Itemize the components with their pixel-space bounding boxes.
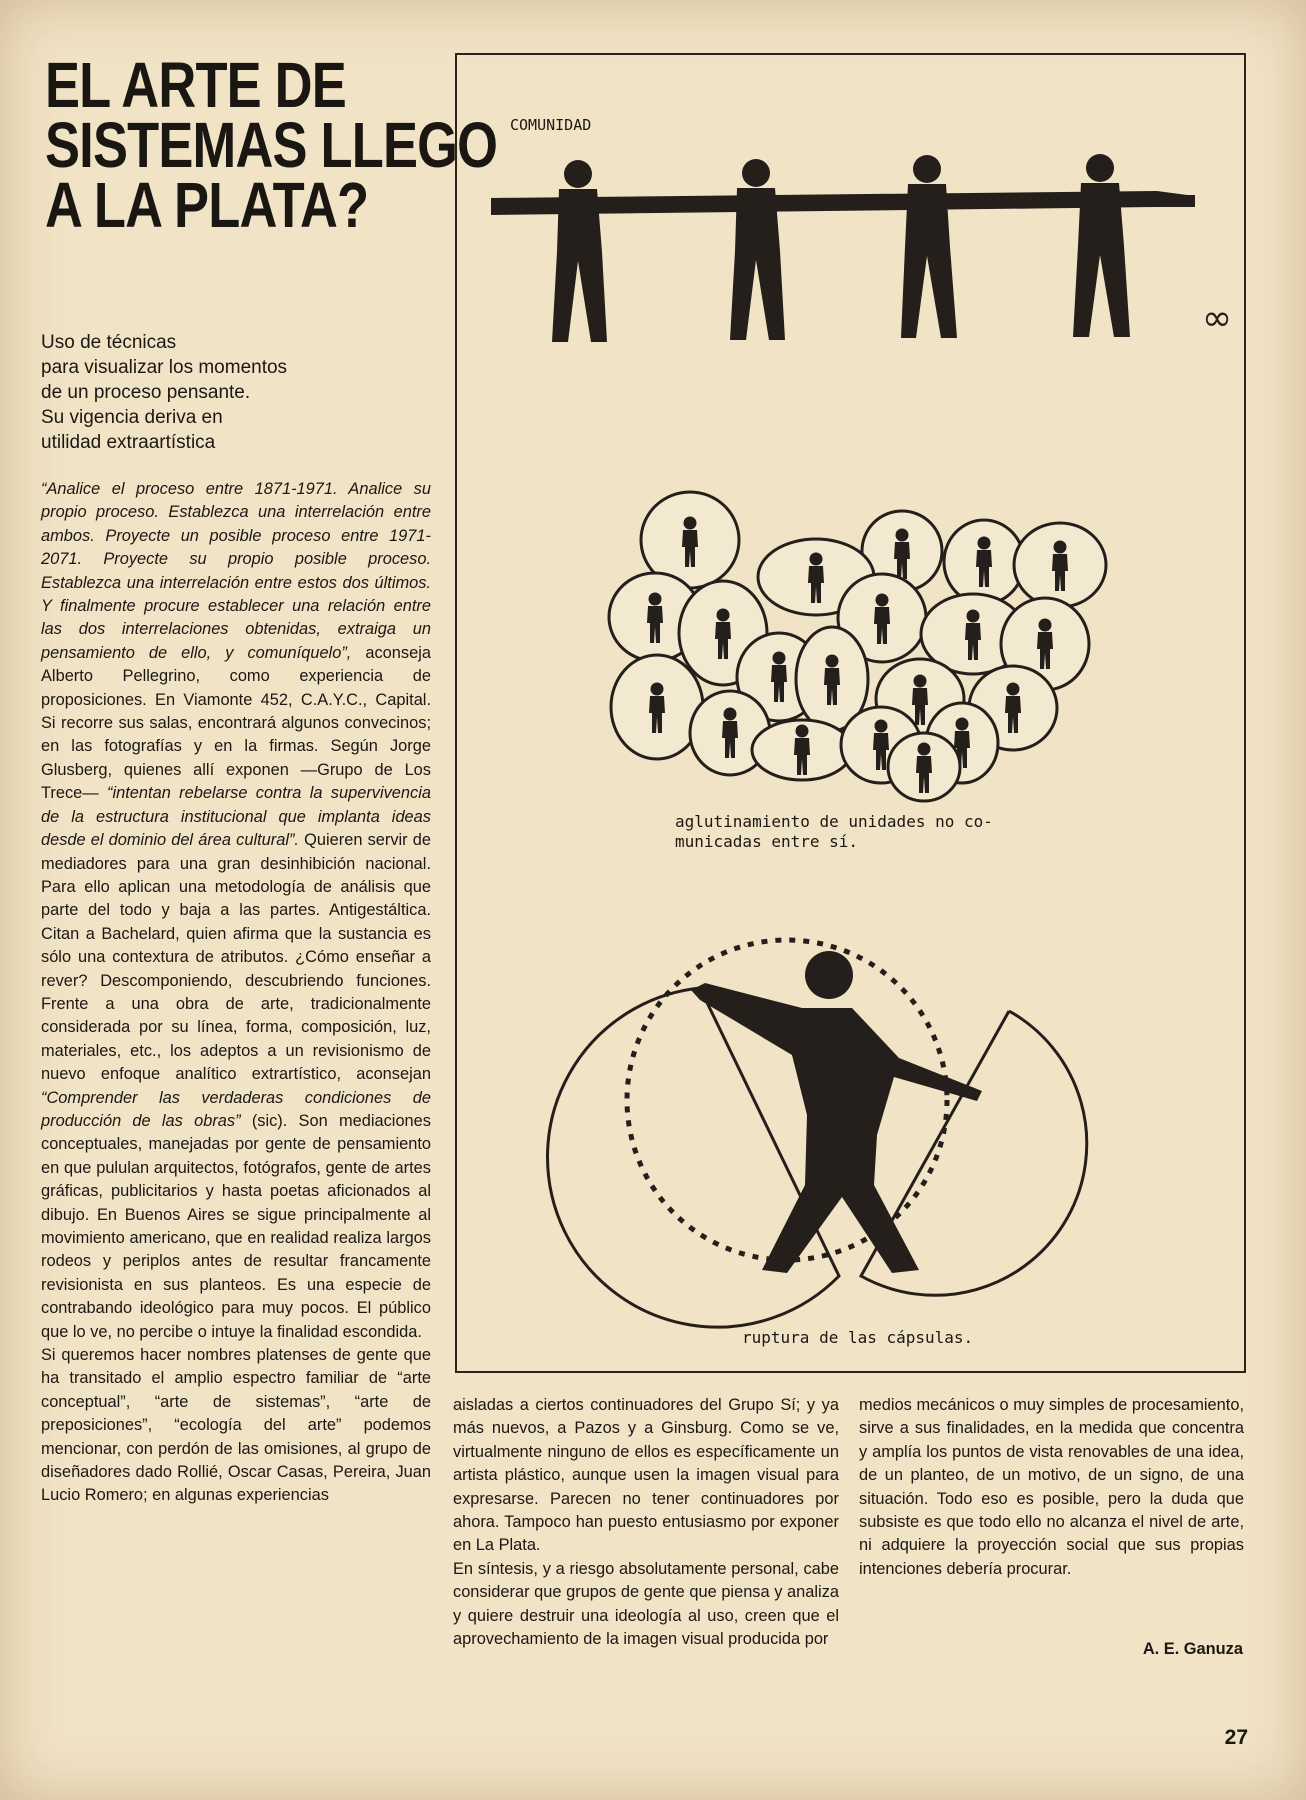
- article-column-2: [453, 1394, 839, 1651]
- headline-line-3: A LA PLATA?: [45, 169, 369, 241]
- subtitle-line-1: Uso de técnicas: [41, 332, 177, 353]
- capsule-cluster: [609, 492, 1106, 801]
- capsule: [1014, 523, 1106, 607]
- page-number: 27: [1224, 1726, 1248, 1749]
- paragraph-1-body-c: (sic). Son mediaciones conceptuales, manejadas por gente de pensamiento en que pululan arquitectos, fotógrafos, gente de artes gráficas, publicitarios y hasta poetas aficionados al dibujo. En Buenos Aires se sigue principalmente al movimiento americano, que en realidad realiza largos rodeos y periplos antes de resultar francamente revisionista en sus planteos. Es una especie de contrabando ideológico para muy pocos. El público que lo ve, no percibe o intuye la finalidad escondida.: [41, 1111, 431, 1341]
- caption-ruptura: ruptura de las cápsulas.: [742, 1328, 974, 1347]
- label-comunidad: COMUNIDAD: [510, 116, 592, 134]
- illustration: [457, 55, 1244, 1371]
- infinity-symbol: ∞: [1202, 298, 1232, 339]
- quote-comprender: “Comprender las verdaderas condiciones de producción de las obras”: [41, 1088, 431, 1130]
- subtitle-line-3: de un proceso pensante.: [41, 382, 251, 403]
- paragraph-1-body-b: Quieren servir de mediadores para una gran desinhibición nacional. Para ello aplican una metodología de análisis que parte del todo y baja a las partes. Antigestáltica. Citan a Bachelard, quien afirma que la sustancia es sólo una contextura de atributos. ¿Cómo enseñar a rever? Descomponiendo, descubriendo funciones. Frente a una obra de arte, tradicionalmente considerada por su línea, forma, composición, luz, materiales, etc., los adeptos a un revisionismo de nuevo enfoque analítico extrartístico, aconsejan: [41, 831, 431, 1084]
- paragraph-3: aisladas a ciertos continuadores del Grupo Sí; y ya más nuevos, a Pazos y a Ginsburg. Como se ve, virtualmente ninguno de ellos es específicamente un artista plástico, aunque usen la imagen visual para expresarse. Parecen no tener continuadores por ahora. Tampoco han puesto entusiasmo por exponer en La Plata.: [453, 1396, 839, 1555]
- breaking-figure: [691, 951, 982, 1273]
- quote-glusberg: “intentan rebelarse contra la supervivencia de la estructura institucional que implanta ideas desde el dominio del área cultural”.: [41, 784, 431, 850]
- capsule: [888, 733, 960, 801]
- subtitle: [41, 330, 371, 455]
- article-column-1: [41, 478, 431, 1508]
- broken-capsule: [548, 940, 1087, 1327]
- headline-line-2: SISTEMAS LLEGO: [45, 109, 498, 181]
- community-chain: [491, 154, 1195, 342]
- subtitle-line-5: utilidad extraartística: [41, 432, 216, 453]
- paragraph-2: Si queremos hacer nombres platenses de gente que ha transitado el amplio espectro familiar de “arte conceptual”, “arte de sistemas”, “arte de preposiciones”, “ecología del arte” podemos mencionar, con perdón de las omisiones, al grupo de diseñadores dado Rollié, Oscar Casas, Pereira, Juan Lucio Romero; en algunas experiencias: [41, 1346, 431, 1505]
- paragraph-4: En síntesis, y a riesgo absolutamente personal, cabe considerar que grupos de gente que piensa y analiza y quiere destruir una ideología al uso, creen que el aprovechamiento de la imagen visual producida por: [453, 1559, 839, 1649]
- paragraph-5: medios mecánicos o muy simples de procesamiento, sirve a sus finalidades, en la medida que concentra y amplía los puntos de vista renovables de una idea, de un planteo, de un motivo, de un signo, de una situación. Todo eso es posible, pero la duda que subsiste es que todo ello no alcanza el nivel de arte, ni adquiere la proyección social que sus propias intenciones debería procurar.: [859, 1396, 1244, 1578]
- dashed-capsule-outline: [627, 940, 947, 1260]
- community-figure-3: [901, 155, 957, 338]
- caption-aglutinamiento-line-1: aglutinamiento de unidades no co-: [675, 812, 993, 831]
- paragraph-1-body: aconseja Alberto Pellegrino, como experiencia de proposiciones. En Viamonte 452, C.A.Y.C., Capital. Si recorre sus salas, encontrará algunos convecinos; en las fotografías y en la firmas. Según Jorge Glusberg, quienes allí exponen —Grupo de Los Trece—: [41, 643, 431, 803]
- caption-aglutinamiento-line-2: municadas entre sí.: [675, 832, 859, 851]
- subtitle-line-2: para visualizar los momentos: [41, 357, 288, 378]
- illustration-box: [455, 53, 1246, 1373]
- capsule: [944, 520, 1024, 604]
- community-figure-2: [730, 159, 785, 340]
- headline: [45, 49, 498, 241]
- subtitle-line-4: Su vigencia deriva en: [41, 407, 223, 428]
- caption-aglutinamiento: [675, 812, 1015, 852]
- article-column-3: [859, 1394, 1244, 1581]
- capsule: [752, 720, 852, 780]
- capsule: [611, 655, 703, 759]
- author-signature: A. E. Ganuza: [1142, 1640, 1243, 1658]
- paragraph-1: [41, 478, 431, 1344]
- community-figure-1: [552, 160, 607, 342]
- headline-line-1: EL ARTE DE: [45, 49, 346, 121]
- quote-pellegrino: “Analice el proceso entre 1871-1971. Analice su propio proceso. Establezca una interrelación entre ambos. Proyecte un posible proceso entre 1971-2071. Proyecte su propio posible proceso. Establezca una interrelación entre estos dos últimos. Y finalmente procure establecer una relación entre las dos interrelaciones obtenidas, extraiga un pensamiento de ello, y comuníquelo”,: [41, 480, 431, 662]
- community-figure-4: [1073, 154, 1130, 337]
